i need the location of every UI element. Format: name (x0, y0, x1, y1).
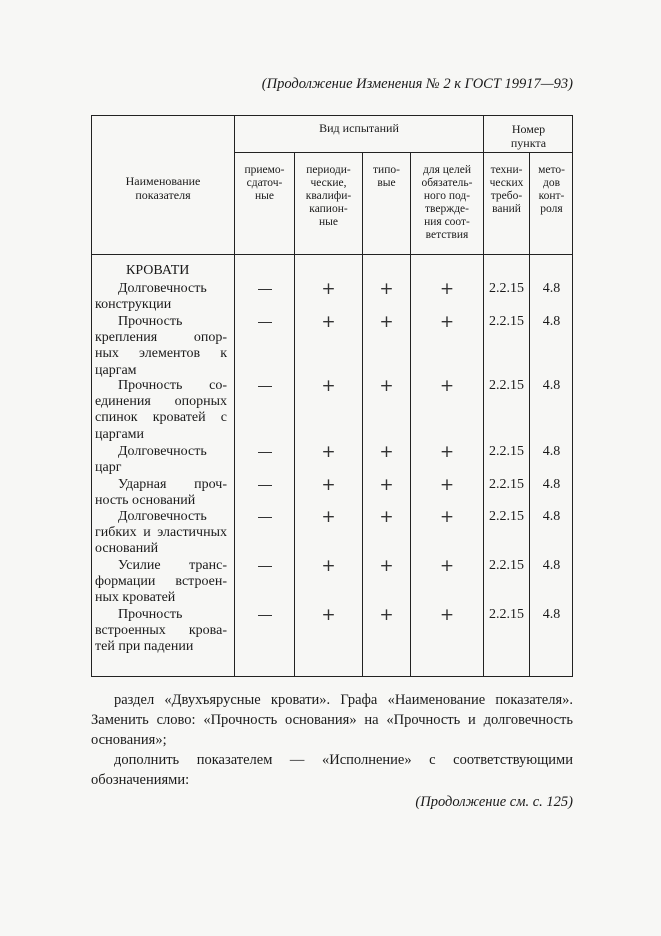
group-header-test-type: Вид испытаний (319, 121, 399, 135)
row-name-line: крепления опор- (95, 330, 227, 346)
mark-plus: + (321, 507, 336, 527)
mark-dash-text (258, 444, 272, 460)
row-name-line: ных элементов к (95, 346, 227, 362)
test-method-clause: 4.8 (542, 558, 561, 573)
technical-requirements-clause: 2.2.15 (489, 444, 524, 459)
row-name-line: царгам (95, 362, 137, 378)
row-name-line: единения опорных (95, 394, 227, 410)
mark-plus: + (379, 507, 394, 527)
row-name-line: Долговечность (118, 509, 207, 524)
mark-plus: + (321, 279, 336, 299)
row-name-line: Прочность со- (118, 378, 227, 393)
row-name-line: конструкции (95, 297, 172, 313)
mark-plus: + (321, 376, 336, 396)
mark-plus: + (439, 279, 455, 299)
row-name-line: царг (95, 460, 122, 476)
test-method-clause: 4.8 (542, 509, 561, 524)
mark-plus: + (379, 279, 394, 299)
test-types-table (91, 115, 573, 677)
technical-requirements-clause: 2.2.15 (489, 314, 524, 329)
group-header-clause-number: Номер пункта (510, 122, 547, 150)
mark-dash-text (258, 314, 272, 330)
technical-requirements-clause: 2.2.15 (489, 378, 524, 393)
row-name-line: Прочность (118, 314, 183, 329)
row-name-line: Ударная проч- (118, 477, 227, 492)
technical-requirements-clause: 2.2.15 (489, 607, 524, 622)
section-title: КРОВАТИ (126, 263, 190, 278)
mark-plus: + (379, 475, 394, 495)
sub-header-acceptance: приемо- сдаточ- ные (244, 164, 285, 202)
test-method-clause: 4.8 (542, 378, 561, 393)
grid-line (92, 254, 572, 255)
mark-plus: + (439, 475, 455, 495)
paragraph-bunk-beds: раздел «Двухъярусные кровати». Графа «Наименование показателя». Заменить слово: «Прочность основания» на «Прочность и долговечность основания»; (91, 692, 573, 748)
mark-dash-text (258, 477, 272, 493)
mark-plus: + (321, 312, 336, 332)
mark-plus: + (321, 442, 336, 462)
column-header-indicator: Наименование показателя (125, 174, 201, 202)
test-method-clause: 4.8 (542, 444, 561, 459)
mark-plus: + (379, 605, 394, 625)
row-name-line: тей при падении (95, 639, 194, 655)
test-method-clause: 4.8 (542, 607, 561, 622)
test-method-clause: 4.8 (542, 314, 561, 329)
mark-plus: + (379, 312, 394, 332)
row-name-line: ных кроватей (95, 590, 176, 606)
row-name-line: Прочность (118, 607, 183, 622)
row-name-line: ность оснований (95, 493, 196, 509)
mark-plus: + (379, 442, 394, 462)
mark-plus: + (321, 605, 336, 625)
test-method-clause: 4.8 (542, 281, 561, 296)
continuation-footer-note: (Продолжение см. с. 125) (415, 794, 573, 810)
technical-requirements-clause: 2.2.15 (489, 281, 524, 296)
mark-plus: + (439, 556, 455, 576)
mark-plus: + (439, 605, 455, 625)
row-name-line: спинок кроватей с (95, 410, 227, 426)
technical-requirements-clause: 2.2.15 (489, 558, 524, 573)
sub-header-technical-requirements: техни- ческих требо- ваний (489, 164, 524, 215)
sub-header-test-methods: мето- дов конт- роля (538, 164, 565, 215)
row-name-line: Долговечность (118, 281, 207, 296)
row-name-line: Усилие транс- (118, 558, 227, 573)
mark-plus: + (439, 442, 455, 462)
mark-plus: + (321, 556, 336, 576)
row-name-line: формации встроен- (95, 574, 227, 590)
mark-plus: + (379, 556, 394, 576)
row-name-line: Долговечность (118, 444, 207, 459)
mark-plus: + (439, 312, 455, 332)
grid-line (294, 152, 295, 677)
grid-line (234, 152, 573, 153)
row-name-line: гибких и эластичных (95, 525, 227, 541)
paragraph-add-indicator: дополнить показателем — «Исполнение» с соответствующими обозначениями: (91, 752, 573, 788)
mark-plus: + (379, 376, 394, 396)
row-name-line: встроенных крова- (95, 623, 227, 639)
technical-requirements-clause: 2.2.15 (489, 477, 524, 492)
mark-dash-text (258, 509, 272, 525)
sub-header-periodic: периоди- ческие, квалифи- капион- ные (305, 164, 352, 228)
mark-plus: + (321, 475, 336, 495)
mark-dash-text (258, 558, 272, 574)
continuation-header-note: (Продолжение Изменения № 2 к ГОСТ 19917—93) (261, 76, 573, 92)
mark-dash-text (258, 378, 272, 394)
technical-requirements-clause: 2.2.15 (489, 509, 524, 524)
row-name-line: оснований (95, 541, 159, 557)
mark-dash-text (258, 607, 272, 623)
grid-line (362, 152, 363, 677)
mark-dash-text (258, 281, 272, 297)
mark-plus: + (439, 376, 455, 396)
sub-header-certification: для целей обязатель- ного под- твержде- ния соот- ветствия (421, 164, 473, 241)
row-name-line: царгами (95, 426, 145, 442)
test-method-clause: 4.8 (542, 477, 561, 492)
mark-plus: + (439, 507, 455, 527)
sub-header-type: типо- вые (373, 164, 400, 189)
grid-line (529, 152, 530, 677)
